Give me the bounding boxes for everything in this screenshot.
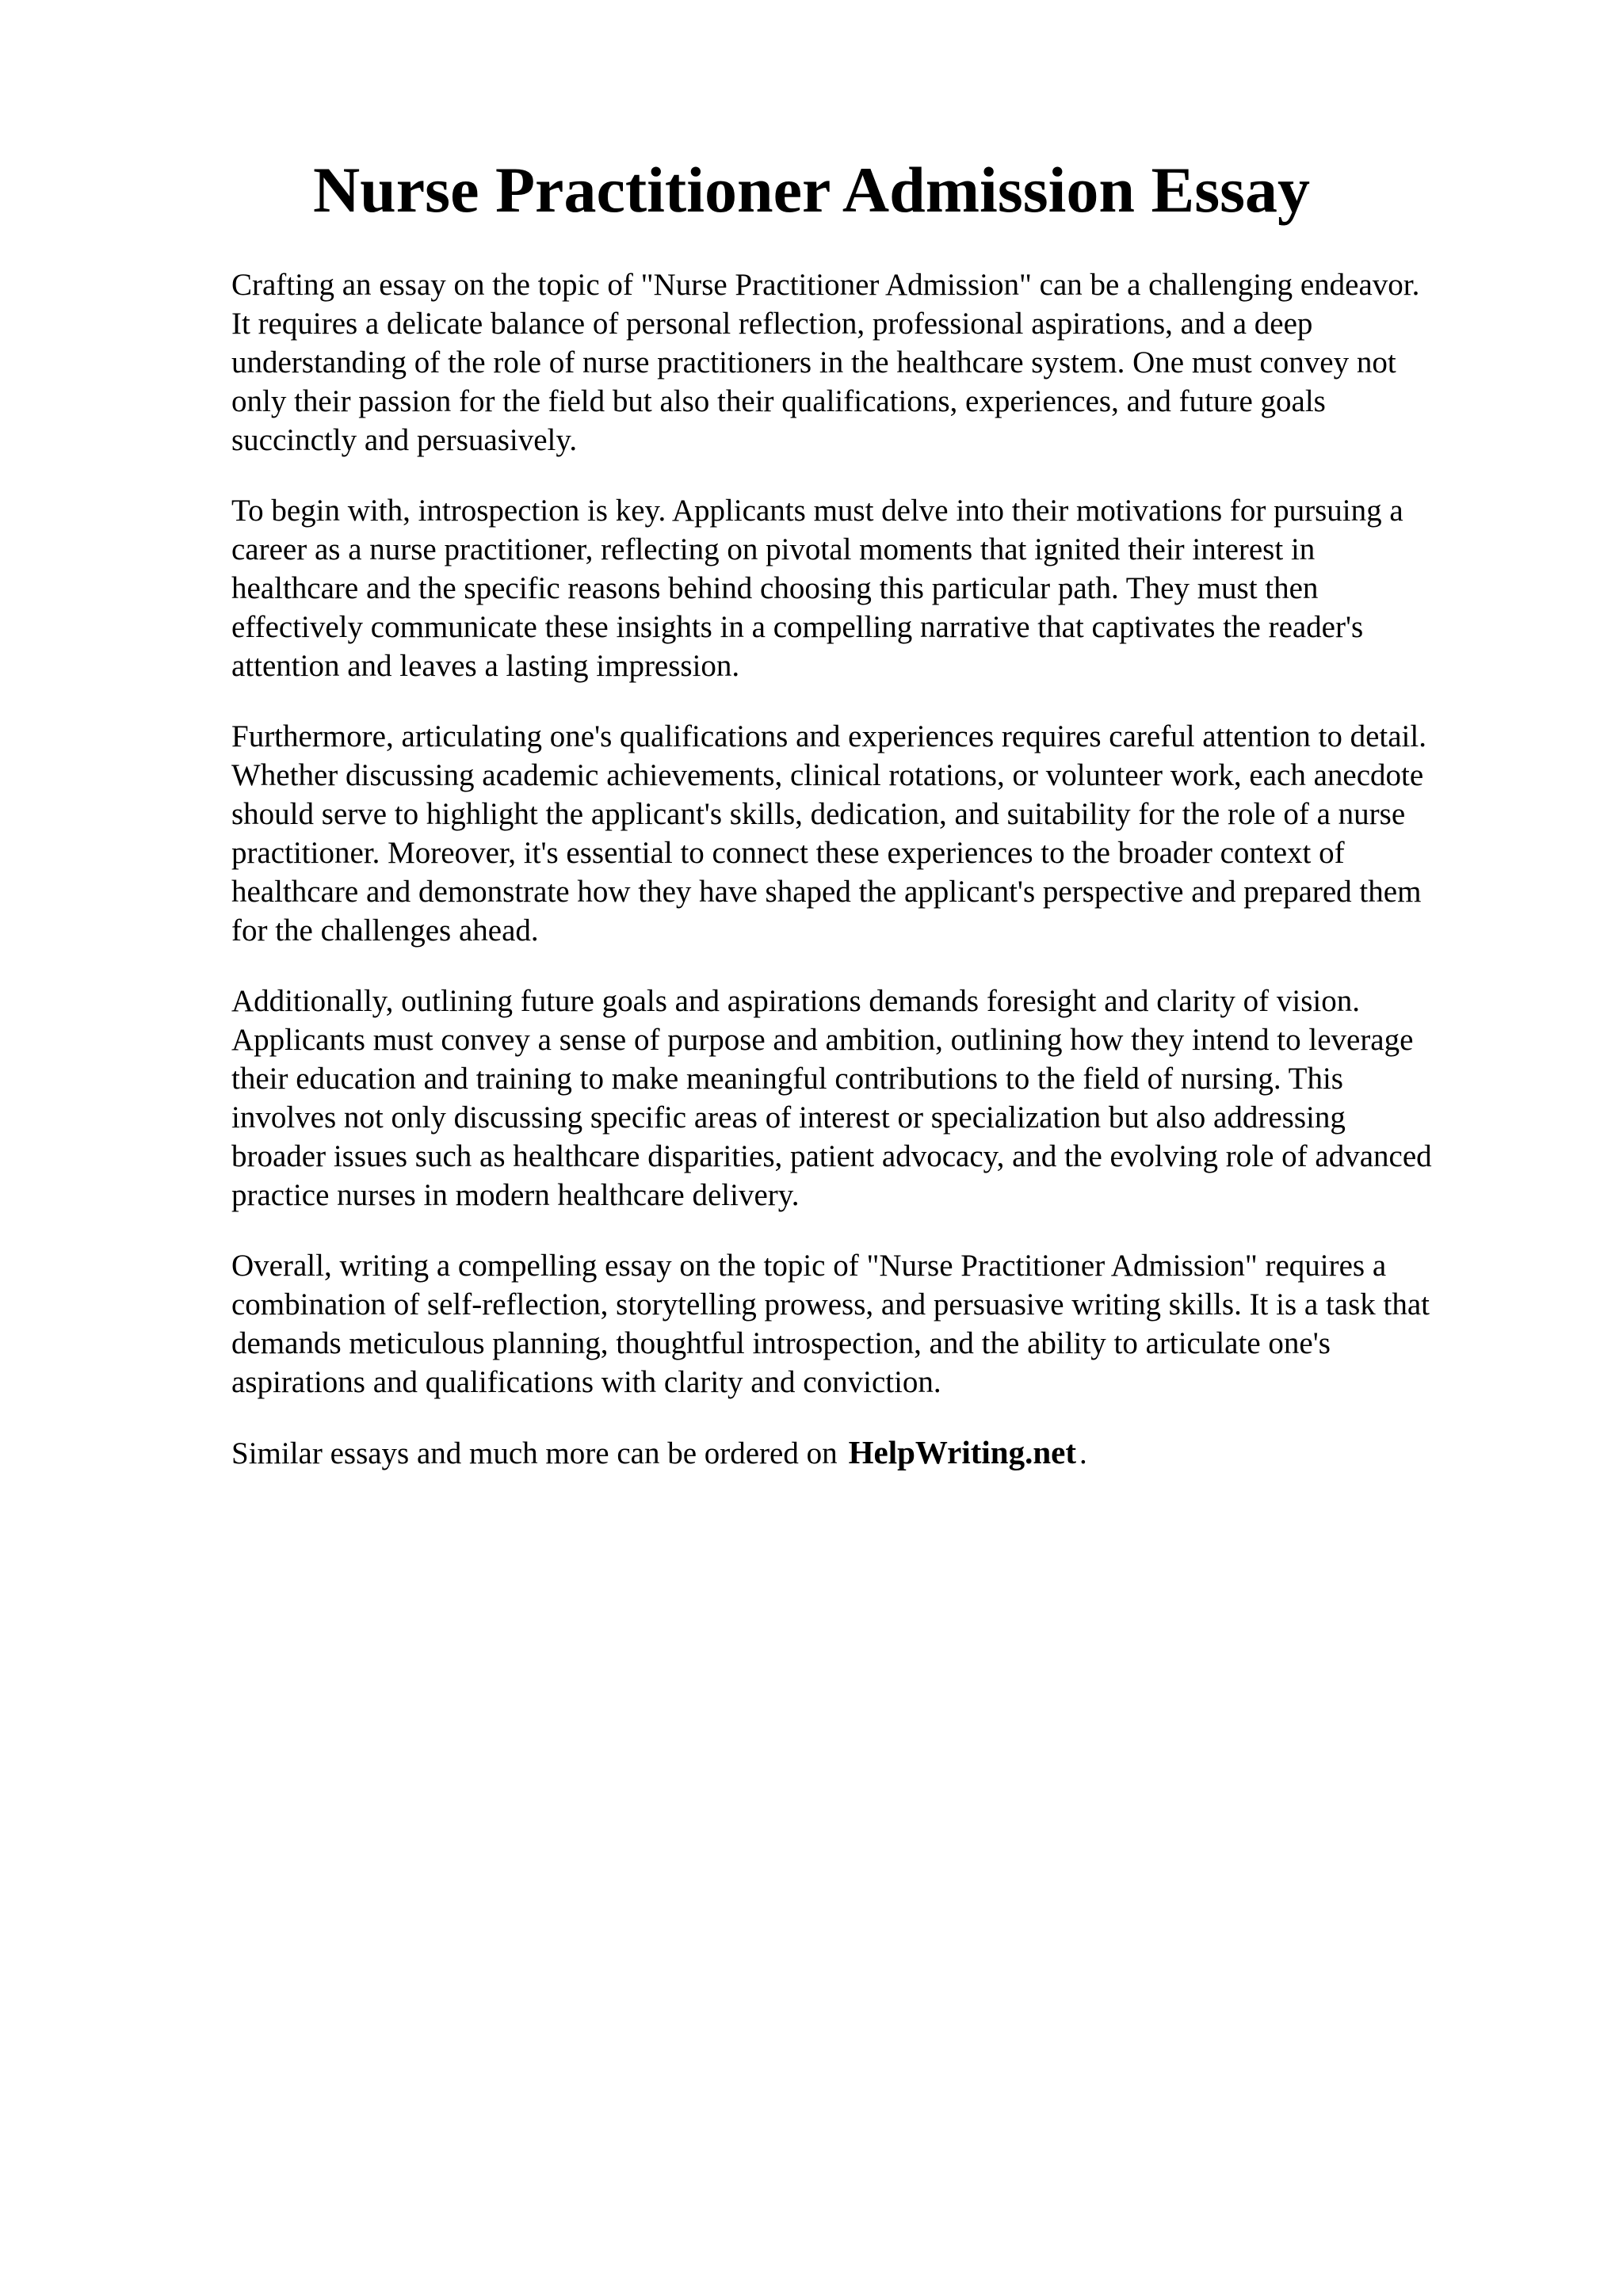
paragraph-5 <box>231 1246 1531 1402</box>
paragraph-line: combination of self-reflection, storytelling prowess, and persuasive writing skills. It is a task that <box>231 1287 1430 1322</box>
paragraph-line: Furthermore, articulating one's qualifications and experiences requires careful attention to detail. <box>231 719 1426 753</box>
paragraph-line: healthcare and the specific reasons behind choosing this particular path. They must then <box>231 571 1319 605</box>
paragraph-line: career as a nurse practitioner, reflecting on pivotal moments that ignited their interest in <box>231 532 1316 566</box>
footer-note <box>231 1433 1531 1473</box>
footer-prefix: Similar essays and much more can be ordered on <box>231 1436 838 1470</box>
paragraph-line: demands meticulous planning, thoughtful introspection, and the ability to articulate one's <box>231 1326 1331 1360</box>
paragraph-line: should serve to highlight the applicant's skills, dedication, and suitability for the role of a nurse <box>231 797 1406 831</box>
paragraph-line: Overall, writing a compelling essay on the topic of "Nurse Practitioner Admission" requires a <box>231 1249 1387 1283</box>
paragraph-line: Additionally, outlining future goals and aspirations demands foresight and clarity of vision. <box>231 984 1360 1018</box>
paragraph-4 <box>231 982 1531 1215</box>
paragraph-line: Applicants must convey a sense of purpose and ambition, outlining how they intend to leverage <box>231 1023 1414 1057</box>
paragraph-line: aspirations and qualifications with clarity and conviction. <box>231 1365 941 1399</box>
paragraph-line: understanding of the role of nurse practitioners in the healthcare system. One must convey not <box>231 345 1396 379</box>
paragraph-line: Crafting an essay on the topic of "Nurse Practitioner Admission" can be a challenging endeavor. <box>231 268 1420 302</box>
paragraph-line: practitioner. Moreover, it's essential to connect these experiences to the broader context of <box>231 836 1345 870</box>
paragraph-line: succinctly and persuasively. <box>231 423 578 457</box>
page-title: Nurse Practitioner Admission Essay <box>312 154 1311 226</box>
helpwriting-link[interactable]: HelpWriting.net <box>848 1434 1076 1470</box>
paragraph-line: Whether discussing academic achievements, clinical rotations, or volunteer work, each anecdote <box>231 758 1424 792</box>
paragraph-2 <box>231 491 1531 685</box>
paragraph-line: To begin with, introspection is key. Applicants must delve into their motivations for pursuing a <box>231 494 1403 528</box>
footer-suffix: . <box>1079 1436 1087 1470</box>
paragraph-1 <box>231 265 1531 460</box>
paragraph-3 <box>231 717 1531 950</box>
paragraph-line: their education and training to make meaningful contributions to the field of nursing. This <box>231 1062 1343 1096</box>
paragraph-line: healthcare and demonstrate how they have shaped the applicant's perspective and prepared them <box>231 875 1422 909</box>
paragraph-line: for the challenges ahead. <box>231 913 539 948</box>
essay-body <box>231 265 1531 1473</box>
paragraph-line: It requires a delicate balance of personal reflection, professional aspirations, and a deep <box>231 307 1313 341</box>
paragraph-line: effectively communicate these insights in a compelling narrative that captivates the reader's <box>231 610 1364 644</box>
paragraph-line: attention and leaves a lasting impression. <box>231 649 740 683</box>
paragraph-line: only their passion for the field but also their qualifications, experiences, and future goals <box>231 384 1326 418</box>
paragraph-line: broader issues such as healthcare disparities, patient advocacy, and the evolving role of advanced <box>231 1139 1432 1173</box>
paragraph-line: practice nurses in modern healthcare delivery. <box>231 1178 800 1212</box>
paragraph-line: involves not only discussing specific areas of interest or specialization but also addressing <box>231 1100 1346 1135</box>
